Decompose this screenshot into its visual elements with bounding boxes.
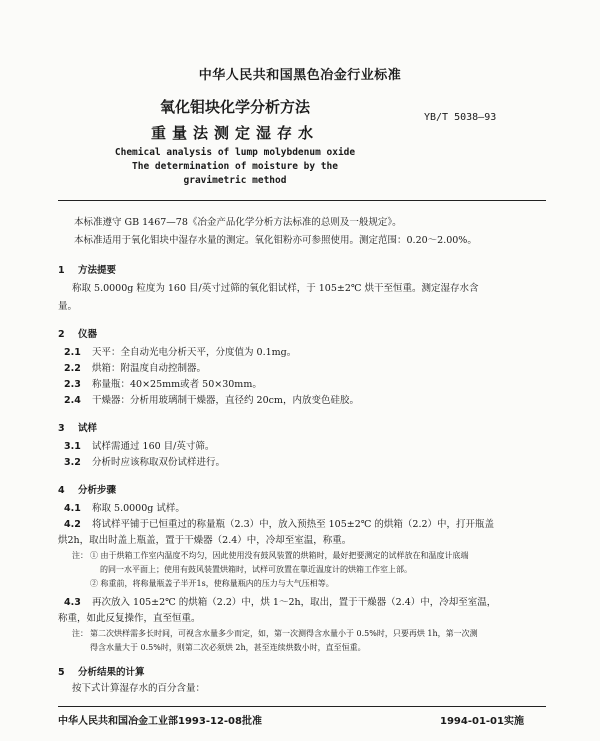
header-divider <box>58 200 546 201</box>
section-number: 5 <box>58 667 65 678</box>
note-text: ② 称重前，将称量瓶盖子半开1s，使称量瓶内的压力与大气压相等。 <box>90 579 334 588</box>
standard-title-cn: 氧化钼块化学分析方法 <box>159 98 310 116</box>
standard-code: YB/T 5038—93 <box>424 112 497 123</box>
section-title: 分析步骤 <box>78 485 117 496</box>
note-text: 得含水量大于 0.5%时，则第二次必须烘 2h，甚至连续烘数小时，直至恒重。 <box>90 643 366 652</box>
effective-date: 1994-01-01实施 <box>440 716 524 727</box>
list-item: 2.4 干燥器：分析用玻璃制干燥器，直径约 20cm，内放变色硅胶。 <box>64 395 359 406</box>
list-item: 3.2 分析时应该称取双份试样进行。 <box>64 457 226 468</box>
intro-line: 本标准适用于氧化钼块中湿存水量的测定。氧化钼粉亦可参照使用。测定范围：0.20～2.00%。 <box>74 235 477 246</box>
approval-info: 中华人民共和国冶金工业部1993-12-08批准 <box>58 716 262 727</box>
section-3-heading <box>58 420 97 434</box>
section-5-heading <box>58 664 145 678</box>
section-1-text: 量。 <box>58 301 78 312</box>
note-label: 注： <box>72 629 88 638</box>
list-item: 4.3 再次放入 105±2℃ 的烘箱（2.2）中，烘 1～2h，取出，置于干燥器（2.4）中，冷却至室温， <box>64 597 497 608</box>
section-number: 1 <box>58 265 65 276</box>
section-title: 仪器 <box>78 329 98 340</box>
section-number: 2 <box>58 329 65 340</box>
section-title: 方法提要 <box>78 265 117 276</box>
section-title: 试样 <box>78 423 98 434</box>
standard-title-en <box>0 146 470 188</box>
list-item: 4.1 称取 5.0000g 试样。 <box>64 503 185 514</box>
issuing-organization: 中华人民共和国黑色冶金行业标准 <box>198 68 402 83</box>
note-text: 的同一水平面上；使用有鼓风装置烘箱时，试样可放置在靠近温度计的烘箱工作室上部。 <box>100 565 412 574</box>
list-item: 2.2 烘箱：附温度自动控制器。 <box>64 363 207 374</box>
note-text: ① 由于烘箱工作室内温度不均匀，因此使用没有鼓风装置的烘箱时，最好把要测定的试样放在和温度计底端 <box>90 551 469 560</box>
list-item: 2.1 天平：全自动光电分析天平，分度值为 0.1mg。 <box>64 347 297 358</box>
section-title: 分析结果的计算 <box>78 667 145 678</box>
note-text: 第二次烘样需多长时间，可视含水量多少而定，如，第一次测得含水量小于 0.5%时，只要再烘 1h，第一次测 <box>90 629 478 638</box>
footer-divider <box>58 706 546 707</box>
title-en-line: Chemical analysis of lump molybdenum oxide <box>114 147 356 158</box>
note-label: 注： <box>72 551 88 560</box>
intro-line: 本标准遵守 GB 1467—78《冶金产品化学分析方法标准的总则及一般规定》。 <box>74 217 402 228</box>
list-item-continued: 称重，如此反复操作，直至恒重。 <box>58 613 201 624</box>
section-4-heading <box>58 482 116 496</box>
title-en-line: gravimetric method <box>183 175 287 186</box>
section-5-text: 按下式计算湿存水的百分含量： <box>72 683 206 694</box>
section-2-heading <box>58 326 97 340</box>
list-item: 4.2 将试样平铺于已恒重过的称量瓶（2.3）中，放入预热至 105±2℃ 的烘箱（2.2）中，打开瓶盖 <box>64 519 495 530</box>
list-item-continued: 烘2h，取出时盖上瓶盖，置于干燥器（2.4）中，冷却至室温，称重。 <box>58 535 352 546</box>
list-item: 3.1 试样需通过 160 目/英寸筛。 <box>64 441 215 452</box>
section-1-text: 称取 5.0000g 粒度为 160 目/英寸过筛的氧化钼试样，于 105±2℃ 烘干至恒重。测定湿存水含 <box>72 283 479 294</box>
section-number: 4 <box>58 485 65 496</box>
standard-subtitle-cn: 重量法测定湿存水 <box>150 124 319 142</box>
section-number: 3 <box>58 423 65 434</box>
section-1-heading <box>58 262 116 276</box>
list-item: 2.3 称量瓶：40×25mm或者 50×30mm。 <box>64 379 262 390</box>
title-en-line: The determination of moisture by the <box>132 161 338 172</box>
